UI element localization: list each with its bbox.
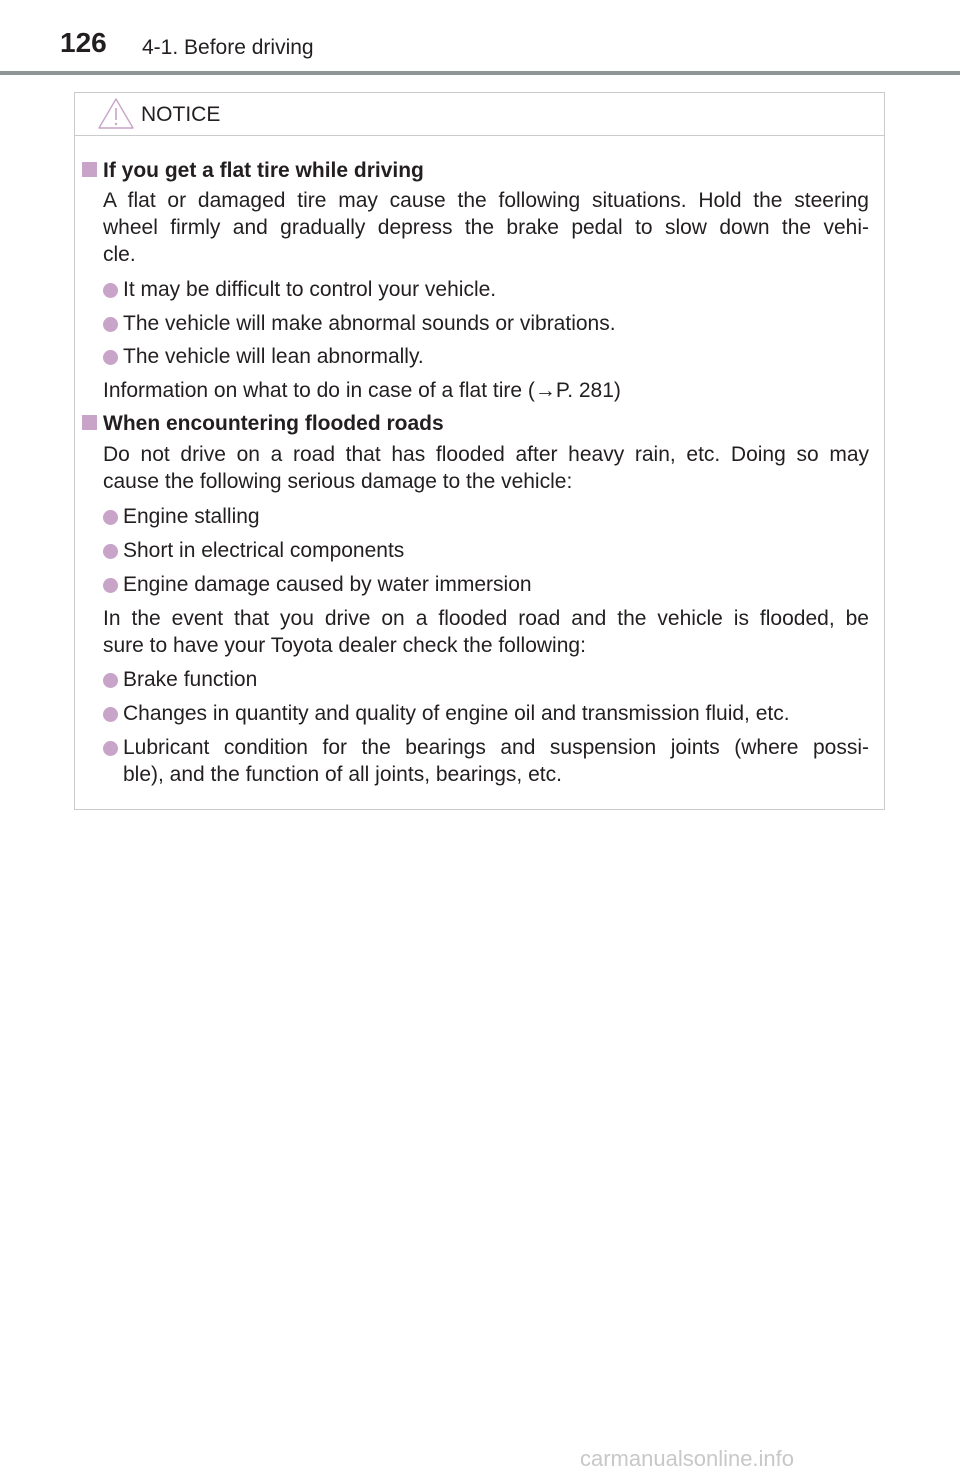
list-item: Brake function: [103, 666, 869, 693]
round-bullet-icon: [103, 578, 118, 593]
notice-box: NOTICE If you get a flat tire while driving A flat or damaged tire may cause the following situations. Hold the steering wheel firmly and gradually depress the brake pedal to slow down the vehi- cle. It may be difficult to control your vehicle. The vehicle will make abnormal sounds or vibrations. The vehicle will lean abnormally. Information on what to do in case of a flat tire (→P. 281) When encountering flooded roads Do not drive on a road that has flooded after heavy rain, etc. Doing so may cause the following serious damage to the vehicle: Engine stalling Short in electrical components Engine damage caused by water immersion In the event that you drive on a flooded road and the vehicle is flooded, be sure to have your Toyota dealer check the following: Brake function Changes in quantity and quality of engine oil and transmission fluid, etc. Lubricant condition for the bearings and suspension joints (where possi- ble), and the function of all joints, bearings, etc.: [74, 92, 885, 810]
warning-triangle-icon: [97, 97, 135, 130]
round-bullet-icon: [103, 741, 118, 756]
list-item: Short in electrical components: [103, 537, 869, 564]
round-bullet-icon: [103, 673, 118, 688]
square-bullet-icon: [82, 415, 97, 430]
round-bullet-icon: [103, 544, 118, 559]
list-item: The vehicle will lean abnormally.: [103, 343, 869, 370]
round-bullet-icon: [103, 510, 118, 525]
round-bullet-icon: [103, 283, 118, 298]
paragraph: In the event that you drive on a flooded road and the vehicle is flooded, be sure to have your Toyota dealer check the following:: [103, 607, 869, 657]
paragraph: Do not drive on a road that has flooded after heavy rain, etc. Doing so may cause the following serious damage to the vehicle:: [103, 443, 869, 493]
list-item: Engine stalling: [103, 503, 869, 530]
notice-header: [75, 93, 884, 136]
round-bullet-icon: [103, 317, 118, 332]
round-bullet-icon: [103, 707, 118, 722]
paragraph: Information on what to do in case of a flat tire (→P. 281): [103, 379, 621, 402]
notice-title: NOTICE: [141, 103, 221, 126]
list-item: It may be difficult to control your vehicle.: [103, 276, 869, 303]
square-bullet-icon: [82, 162, 97, 177]
round-bullet-icon: [103, 350, 118, 365]
header-rule: [0, 71, 960, 75]
list-item: Changes in quantity and quality of engine oil and transmission fluid, etc.: [103, 700, 869, 727]
section-title: 4-1. Before driving: [142, 36, 314, 59]
page-number: 126: [60, 27, 107, 58]
watermark: carmanualsonline.info: [580, 1446, 795, 1471]
list-item: Lubricant condition for the bearings and suspension joints (where possi- ble), and the function of all joints, bearings, etc.: [103, 734, 869, 788]
paragraph: A flat or damaged tire may cause the following situations. Hold the steering wheel firmly and gradually depress the brake pedal to slow down the vehi- cle.: [103, 189, 869, 266]
page-header: [0, 0, 960, 78]
list-item: The vehicle will make abnormal sounds or vibrations.: [103, 310, 869, 337]
list-item: Engine damage caused by water immersion: [103, 571, 869, 598]
